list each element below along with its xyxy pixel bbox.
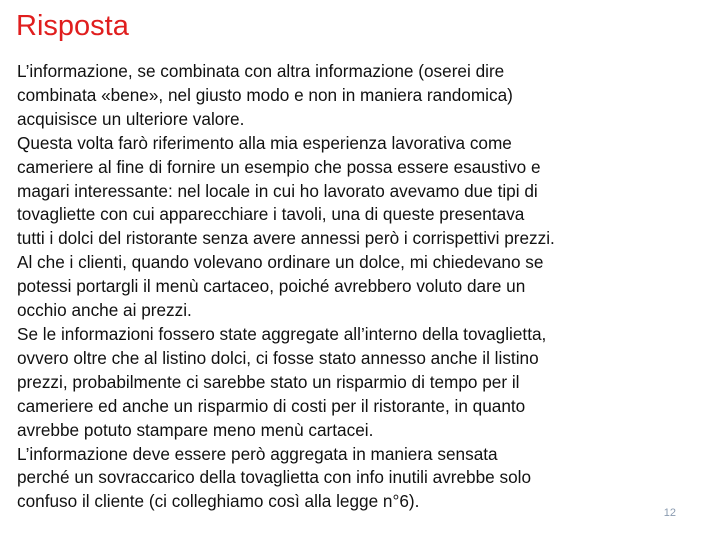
body-line: L’informazione, se combinata con altra informazione (oserei dire <box>17 61 505 81</box>
body-line: tutti i dolci del ristorante senza avere annessi però i corrispettivi prezzi. <box>17 228 555 249</box>
body-line: cameriere ed anche un risparmio di costi per il ristorante, in quanto <box>17 395 526 416</box>
page-number: 12 <box>663 507 676 519</box>
body-line: potessi portargli il menù cartaceo, poiché avrebbero voluto dare un <box>17 276 526 297</box>
body-line: acquisisce un ulteriore valore. <box>17 108 245 129</box>
body-line: prezzi, probabilmente ci sarebbe stato un risparmio di tempo per il <box>17 371 520 392</box>
body-line: cameriere al fine di fornire un esempio che possa essere esaustivo e <box>17 156 541 177</box>
body-line: L’informazione deve essere però aggregata in maniera sensata <box>17 443 498 464</box>
body-line: magari interessante: nel locale in cui ho lavorato avevamo due tipi di <box>17 180 538 201</box>
body-line: perché un sovraccarico della tovaglietta con info inutili avrebbe solo <box>17 467 532 488</box>
body-line: Se le informazioni fossero state aggregate all’interno della tovaglietta, <box>17 323 547 344</box>
body-line: confuso il cliente (ci colleghiamo così alla legge n°6). <box>17 491 420 512</box>
body-line: Al che i clienti, quando volevano ordinare un dolce, mi chiedevano se <box>17 252 544 273</box>
body-line: occhio anche ai prezzi. <box>17 300 192 321</box>
body-line: Questa volta farò riferimento alla mia esperienza lavorativa come <box>17 132 512 153</box>
body-text <box>17 60 667 514</box>
body-line: tovagliette con cui apparecchiare i tavoli, una di queste presentava <box>17 204 525 225</box>
body-line: avrebbe potuto stampare meno menù cartacei. <box>17 419 374 440</box>
body-line: combinata «bene», nel giusto modo e non in maniera randomica) <box>17 84 513 105</box>
body-line: ovvero oltre che al listino dolci, ci fosse stato annesso anche il listino <box>17 347 539 368</box>
slide-title: Risposta <box>16 10 129 42</box>
